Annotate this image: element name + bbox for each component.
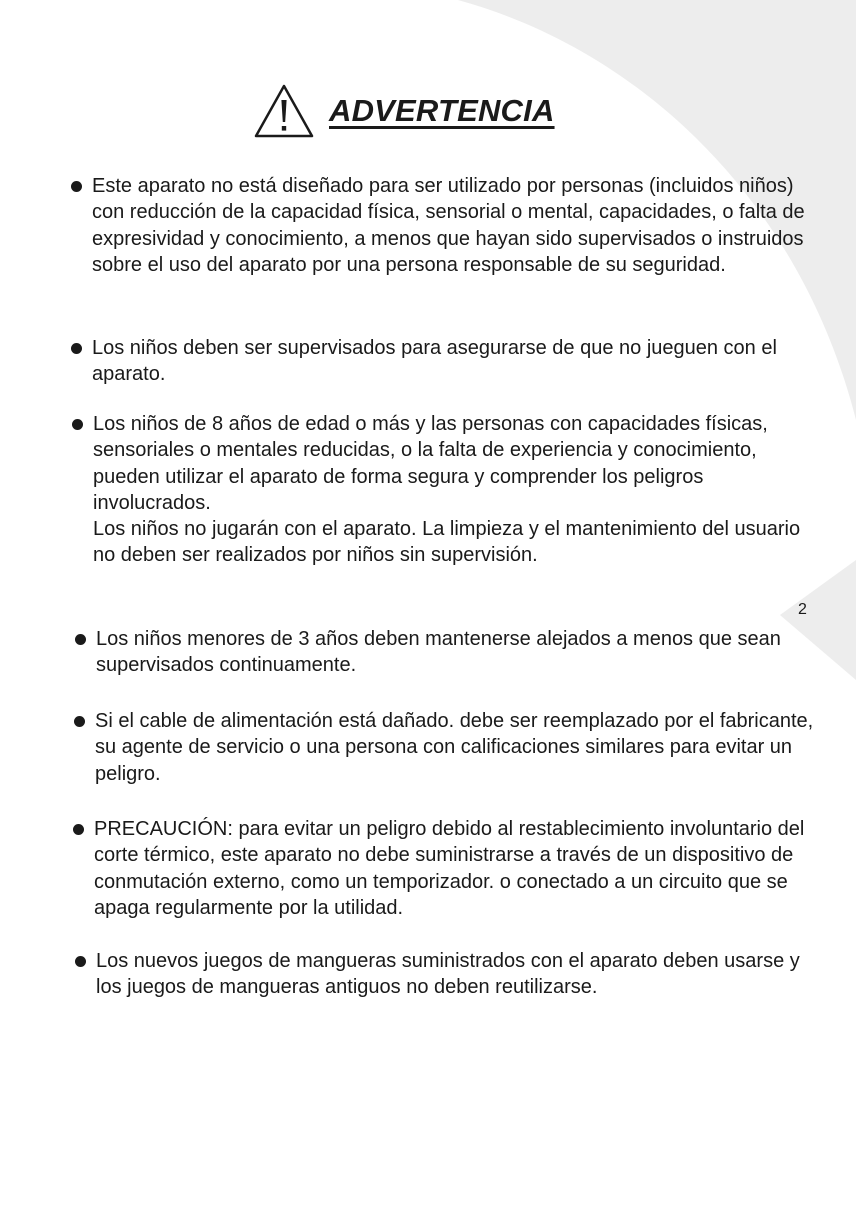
warning-text: Este aparato no está diseñado para ser utilizado por personas (incluidos niños) con reducción de la capacidad física, sensorial o mental, capacidades, o falta de expresividad y conocimiento, a menos que hayan sido supervisados o instruidos sobre el uso del aparato por una persona responsable de su seguridad. xyxy=(92,175,805,276)
warning-text: Los nuevos juegos de mangueras suministrados con el aparato deben usarse y los juegos de mangueras antiguos no deben reutilizarse. xyxy=(96,950,800,999)
warning-text: Los niños no jugarán con el aparato. La limpieza y el mantenimiento del usuario no deben ser realizados por niños sin supervisión. xyxy=(93,518,801,567)
warning-text: Los niños de 8 años de edad o más y las personas con capacidades físicas, sensoriales o mentales reducidas, o la falta de experiencia y conocimiento, pueden utilizar el aparato de forma segura y comprender los peligros involucrados. xyxy=(93,413,768,514)
warning-item xyxy=(94,816,814,921)
bullet-icon xyxy=(71,181,82,192)
warning-item xyxy=(93,411,813,569)
warning-item xyxy=(96,948,816,1001)
bullet-icon xyxy=(73,824,84,835)
warning-item xyxy=(92,335,812,388)
warning-item xyxy=(95,708,815,787)
warning-item xyxy=(96,626,816,679)
warning-text: Los niños deben ser supervisados para asegurarse de que no jueguen con el aparato. xyxy=(92,337,777,386)
warning-triangle-icon xyxy=(253,83,315,139)
page-title: ADVERTENCIA xyxy=(329,93,555,128)
warning-text: Si el cable de alimentación está dañado. debe ser reemplazado por el fabricante, su agente de servicio o una persona con calificaciones similares para evitar un peligro. xyxy=(95,710,814,785)
page-heading xyxy=(253,82,555,140)
bullet-icon xyxy=(75,634,86,645)
bullet-icon xyxy=(71,343,82,354)
warning-text: Los niños menores de 3 años deben mantenerse alejados a menos que sean supervisados continuamente. xyxy=(96,628,781,677)
warning-text: PRECAUCIÓN: para evitar un peligro debido al restablecimiento involuntario del corte térmico, este aparato no debe suministrarse a través de un dispositivo de conmutación externo, como un temporizador. o conectado a un circuito que se apaga regularmente por la utilidad. xyxy=(94,818,805,919)
warning-item xyxy=(92,173,812,278)
bullet-icon xyxy=(74,716,85,727)
bullet-icon xyxy=(72,419,83,430)
page-number: 2 xyxy=(798,601,807,618)
bullet-icon xyxy=(75,956,86,967)
